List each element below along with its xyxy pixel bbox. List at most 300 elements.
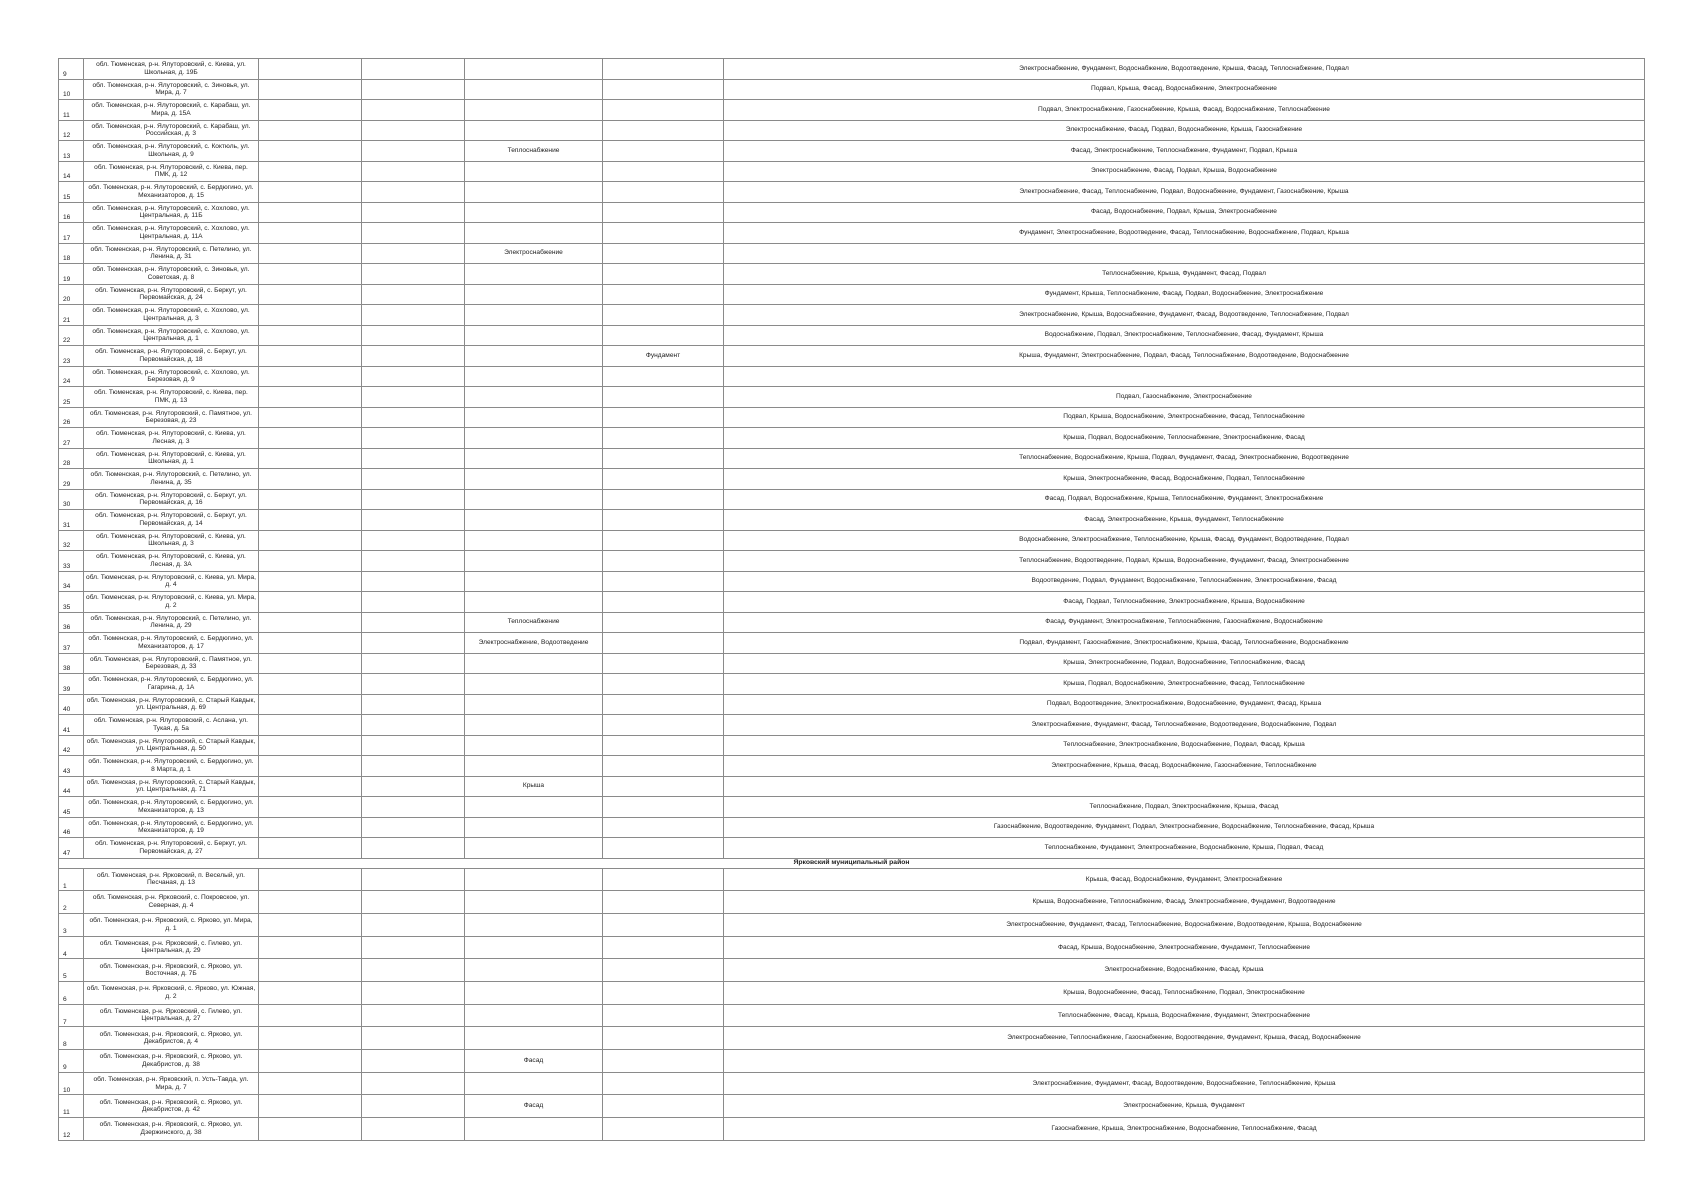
- row-number: 33: [59, 551, 84, 572]
- work-type-cell: [465, 797, 603, 818]
- works-list-cell: Электроснабжение, Водоснабжение, Фасад, Крыша: [724, 959, 1645, 982]
- empty-cell: [362, 469, 465, 490]
- table-row: [59, 838, 1645, 859]
- work-type-cell: [465, 120, 603, 141]
- empty-cell: [362, 141, 465, 162]
- address-cell: обл. Тюменская, р-н. Ялуторовский, с. Петелино, ул. Ленина, д. 29: [84, 612, 259, 633]
- work-type-cell: [603, 756, 724, 777]
- work-type-cell: [603, 653, 724, 674]
- empty-cell: [362, 79, 465, 100]
- row-number: 18: [59, 243, 84, 264]
- works-list-cell: Теплоснабжение, Электроснабжение, Водоснабжение, Подвал, Фасад, Крыша: [724, 735, 1645, 756]
- empty-cell: [259, 936, 362, 959]
- address-cell: обл. Тюменская, р-н. Ярковский, с. Ярково, ул. Южная, д. 2: [84, 981, 259, 1004]
- empty-cell: [362, 936, 465, 959]
- work-type-cell: [465, 1004, 603, 1027]
- empty-cell: [362, 592, 465, 613]
- works-list-cell: Фасад, Подвал, Водоснабжение, Крыша, Теплоснабжение, Фундамент, Электроснабжение: [724, 489, 1645, 510]
- empty-cell: [259, 715, 362, 736]
- work-type-cell: [603, 551, 724, 572]
- work-type-cell: [465, 1072, 603, 1095]
- address-cell: обл. Тюменская, р-н. Ярковский, п. Веселый, ул. Песчаная, д. 13: [84, 868, 259, 891]
- empty-cell: [259, 868, 362, 891]
- work-type-cell: [465, 571, 603, 592]
- table-row: [59, 694, 1645, 715]
- work-type-cell: [465, 674, 603, 695]
- works-list-cell: Электроснабжение, Фундамент, Фасад, Теплоснабжение, Водоотведение, Водоснабжение, Подвал: [724, 715, 1645, 736]
- table-row: [59, 1095, 1645, 1118]
- works-list-cell: [724, 366, 1645, 387]
- works-list-cell: Крыша, Фундамент, Электроснабжение, Подвал, Фасад, Теплоснабжение, Водоотведение, Водоснабжение: [724, 346, 1645, 367]
- empty-cell: [259, 264, 362, 285]
- works-list-cell: Электроснабжение, Фасад, Подвал, Водоснабжение, Крыша, Газоснабжение: [724, 120, 1645, 141]
- address-cell: обл. Тюменская, р-н. Ялуторовский, с. Хохлово, ул. Центральная, д. 1: [84, 325, 259, 346]
- empty-cell: [362, 838, 465, 859]
- address-cell: обл. Тюменская, р-н. Ялуторовский, с. Беркут, ул. Первомайская, д. 18: [84, 346, 259, 367]
- row-number: 9: [59, 59, 84, 80]
- empty-cell: [259, 817, 362, 838]
- works-table: [58, 58, 1645, 1141]
- work-type-cell: [603, 100, 724, 121]
- work-type-cell: [603, 79, 724, 100]
- work-type-cell: [603, 868, 724, 891]
- row-number: 10: [59, 79, 84, 100]
- empty-cell: [362, 223, 465, 244]
- row-number: 2: [59, 891, 84, 914]
- address-cell: обл. Тюменская, р-н. Ялуторовский, с. Зиновья, ул. Советская, д. 8: [84, 264, 259, 285]
- table-row: [59, 674, 1645, 695]
- works-list-cell: Водоснабжение, Электроснабжение, Теплоснабжение, Крыша, Фасад, Фундамент, Водоотведение, Подвал: [724, 530, 1645, 551]
- work-type-cell: [603, 243, 724, 264]
- row-number: 40: [59, 694, 84, 715]
- row-number: 27: [59, 428, 84, 449]
- work-type-cell: [465, 1027, 603, 1050]
- table-row: [59, 325, 1645, 346]
- work-type-cell: [603, 120, 724, 141]
- works-list-cell: Электроснабжение, Фундамент, Фасад, Водоотведение, Водоснабжение, Теплоснабжение, Крыша: [724, 1072, 1645, 1095]
- address-cell: обл. Тюменская, р-н. Ялуторовский, с. Памятное, ул. Березовая, д. 23: [84, 407, 259, 428]
- work-type-cell: [603, 428, 724, 449]
- address-cell: обл. Тюменская, р-н. Ялуторовский, с. Киева, ул. Школьная, д. 1: [84, 448, 259, 469]
- row-number: 46: [59, 817, 84, 838]
- table-row: [59, 366, 1645, 387]
- work-type-cell: [465, 182, 603, 203]
- empty-cell: [362, 1095, 465, 1118]
- works-list-cell: Крыша, Водоснабжение, Теплоснабжение, Фасад, Электроснабжение, Фундамент, Водоотведение: [724, 891, 1645, 914]
- work-type-cell: [603, 612, 724, 633]
- address-cell: обл. Тюменская, р-н. Ялуторовский, с. Памятное, ул. Березовая, д. 33: [84, 653, 259, 674]
- table-row: [59, 981, 1645, 1004]
- work-type-cell: [603, 633, 724, 654]
- empty-cell: [259, 1050, 362, 1073]
- table-row: [59, 489, 1645, 510]
- works-list-cell: Газоснабжение, Крыша, Электроснабжение, Водоснабжение, Теплоснабжение, Фасад: [724, 1118, 1645, 1141]
- address-cell: обл. Тюменская, р-н. Ярковский, с. Ярково, ул. Восточная, д. 7Б: [84, 959, 259, 982]
- works-list-cell: Фундамент, Крыша, Теплоснабжение, Фасад, Подвал, Водоснабжение, Электроснабжение: [724, 284, 1645, 305]
- row-number: 3: [59, 913, 84, 936]
- empty-cell: [362, 120, 465, 141]
- work-type-cell: [465, 161, 603, 182]
- address-cell: обл. Тюменская, р-н. Ярковский, с. Покровское, ул. Северная, д. 4: [84, 891, 259, 914]
- address-cell: обл. Тюменская, р-н. Ярковский, п. Усть-Тавда, ул. Мира, д. 7: [84, 1072, 259, 1095]
- row-number: 12: [59, 120, 84, 141]
- empty-cell: [259, 981, 362, 1004]
- works-list-cell: Крыша, Подвал, Водоснабжение, Электроснабжение, Фасад, Теплоснабжение: [724, 674, 1645, 695]
- table-row: [59, 1050, 1645, 1073]
- work-type-cell: [603, 407, 724, 428]
- work-type-cell: [603, 891, 724, 914]
- empty-cell: [362, 868, 465, 891]
- row-number: 44: [59, 776, 84, 797]
- works-list-cell: Теплоснабжение, Фасад, Крыша, Водоснабжение, Фундамент, Электроснабжение: [724, 1004, 1645, 1027]
- work-type-cell: [603, 571, 724, 592]
- row-number: 19: [59, 264, 84, 285]
- work-type-cell: [603, 981, 724, 1004]
- work-type-cell: [465, 913, 603, 936]
- empty-cell: [259, 510, 362, 531]
- work-type-cell: [603, 592, 724, 613]
- address-cell: обл. Тюменская, р-н. Ялуторовский, с. Петелино, ул. Ленина, д. 31: [84, 243, 259, 264]
- work-type-cell: [603, 936, 724, 959]
- works-list-cell: Подвал, Крыша, Водоснабжение, Электроснабжение, Фасад, Теплоснабжение: [724, 407, 1645, 428]
- row-number: 23: [59, 346, 84, 367]
- works-list-cell: Теплоснабжение, Крыша, Фундамент, Фасад, Подвал: [724, 264, 1645, 285]
- empty-cell: [259, 891, 362, 914]
- table-row: [59, 141, 1645, 162]
- works-list-cell: Электроснабжение, Крыша, Фасад, Водоснабжение, Газоснабжение, Теплоснабжение: [724, 756, 1645, 777]
- works-list-cell: [724, 1050, 1645, 1073]
- row-number: 15: [59, 182, 84, 203]
- address-cell: обл. Тюменская, р-н. Ялуторовский, с. Коктюль, ул. Школьная, д. 9: [84, 141, 259, 162]
- empty-cell: [362, 891, 465, 914]
- empty-cell: [259, 469, 362, 490]
- work-type-cell: [603, 59, 724, 80]
- work-type-cell: [465, 510, 603, 531]
- table-row: [59, 530, 1645, 551]
- work-type-cell: [603, 776, 724, 797]
- works-list-cell: Газоснабжение, Водоотведение, Фундамент, Подвал, Электроснабжение, Водоснабжение, Теплоснабжение, Фасад, Крыша: [724, 817, 1645, 838]
- row-number: 29: [59, 469, 84, 490]
- address-cell: обл. Тюменская, р-н. Ялуторовский, с. Карабаш, ул. Российская, д. 3: [84, 120, 259, 141]
- table-row: [59, 448, 1645, 469]
- work-type-cell: [603, 913, 724, 936]
- empty-cell: [259, 838, 362, 859]
- row-number: 20: [59, 284, 84, 305]
- table-row: [59, 305, 1645, 326]
- address-cell: обл. Тюменская, р-н. Ялуторовский, с. Киева, ул. Школьная, д. 19Б: [84, 59, 259, 80]
- work-type-cell: [465, 715, 603, 736]
- works-list-cell: Фундамент, Электроснабжение, Водоотведение, Фасад, Теплоснабжение, Водоснабжение, Подвал, Крыша: [724, 223, 1645, 244]
- work-type-cell: [603, 489, 724, 510]
- work-type-cell: [603, 1027, 724, 1050]
- row-number: 35: [59, 592, 84, 613]
- row-number: 43: [59, 756, 84, 777]
- table-row: [59, 428, 1645, 449]
- work-type-cell: [465, 469, 603, 490]
- work-type-cell: [603, 182, 724, 203]
- table-row: [59, 715, 1645, 736]
- empty-cell: [259, 120, 362, 141]
- table-row: [59, 243, 1645, 264]
- empty-cell: [259, 59, 362, 80]
- address-cell: обл. Тюменская, р-н. Ялуторовский, с. Старый Кавдык, ул. Центральная, д. 71: [84, 776, 259, 797]
- work-type-cell: [603, 264, 724, 285]
- works-list-cell: Фасад, Крыша, Водоснабжение, Электроснабжение, Фундамент, Теплоснабжение: [724, 936, 1645, 959]
- address-cell: обл. Тюменская, р-н. Ялуторовский, с. Бердюгино, ул. Механизаторов, д. 17: [84, 633, 259, 654]
- works-list-cell: Крыша, Электроснабжение, Фасад, Водоснабжение, Подвал, Теплоснабжение: [724, 469, 1645, 490]
- row-number: 24: [59, 366, 84, 387]
- row-number: 6: [59, 981, 84, 1004]
- empty-cell: [362, 756, 465, 777]
- row-number: 28: [59, 448, 84, 469]
- address-cell: обл. Тюменская, р-н. Ялуторовский, с. Беркут, ул. Первомайская, д. 27: [84, 838, 259, 859]
- empty-cell: [362, 981, 465, 1004]
- row-number: 8: [59, 1027, 84, 1050]
- row-number: 12: [59, 1118, 84, 1141]
- table-row: [59, 735, 1645, 756]
- row-number: 41: [59, 715, 84, 736]
- table-row: [59, 776, 1645, 797]
- works-list-cell: Крыша, Электроснабжение, Подвал, Водоснабжение, Теплоснабжение, Фасад: [724, 653, 1645, 674]
- empty-cell: [362, 182, 465, 203]
- empty-cell: [362, 284, 465, 305]
- work-type-cell: [603, 510, 724, 531]
- work-type-cell: Теплоснабжение: [465, 612, 603, 633]
- table-row: [59, 959, 1645, 982]
- table-body: [59, 59, 1645, 1141]
- empty-cell: [362, 1050, 465, 1073]
- empty-cell: [362, 715, 465, 736]
- empty-cell: [362, 571, 465, 592]
- row-number: 37: [59, 633, 84, 654]
- empty-cell: [259, 776, 362, 797]
- empty-cell: [362, 428, 465, 449]
- empty-cell: [259, 79, 362, 100]
- work-type-cell: Крыша: [465, 776, 603, 797]
- work-type-cell: [603, 387, 724, 408]
- table-row: [59, 223, 1645, 244]
- empty-cell: [362, 510, 465, 531]
- works-list-cell: Электроснабжение, Фундамент, Водоснабжение, Водоотведение, Крыша, Фасад, Теплоснабжение, Подвал: [724, 59, 1645, 80]
- empty-cell: [362, 797, 465, 818]
- work-type-cell: [603, 797, 724, 818]
- address-cell: обл. Тюменская, р-н. Ялуторовский, с. Старый Кавдык, ул. Центральная, д. 50: [84, 735, 259, 756]
- empty-cell: [362, 161, 465, 182]
- empty-cell: [362, 264, 465, 285]
- row-number: 4: [59, 936, 84, 959]
- works-list-cell: Водоотведение, Подвал, Фундамент, Водоснабжение, Теплоснабжение, Электроснабжение, Фасад: [724, 571, 1645, 592]
- work-type-cell: [465, 284, 603, 305]
- works-list-cell: Подвал, Электроснабжение, Газоснабжение, Крыша, Фасад, Водоснабжение, Теплоснабжение: [724, 100, 1645, 121]
- table-row: [59, 202, 1645, 223]
- works-list-cell: Подвал, Крыша, Фасад, Водоснабжение, Электроснабжение: [724, 79, 1645, 100]
- address-cell: обл. Тюменская, р-н. Ярковский, с. Ярково, ул. Декабристов, д. 38: [84, 1050, 259, 1073]
- table-row: [59, 264, 1645, 285]
- row-number: 47: [59, 838, 84, 859]
- row-number: 42: [59, 735, 84, 756]
- table-row: [59, 571, 1645, 592]
- empty-cell: [362, 59, 465, 80]
- address-cell: обл. Тюменская, р-н. Ялуторовский, с. Беркут, ул. Первомайская, д. 16: [84, 489, 259, 510]
- work-type-cell: [465, 407, 603, 428]
- empty-cell: [259, 913, 362, 936]
- table-row: [59, 1027, 1645, 1050]
- works-list-cell: [724, 776, 1645, 797]
- row-number: 36: [59, 612, 84, 633]
- table-row: [59, 1004, 1645, 1027]
- works-list-cell: Подвал, Водоотведение, Электроснабжение, Водоснабжение, Фундамент, Фасад, Крыша: [724, 694, 1645, 715]
- empty-cell: [362, 694, 465, 715]
- work-type-cell: [465, 959, 603, 982]
- empty-cell: [259, 366, 362, 387]
- address-cell: обл. Тюменская, р-н. Ялуторовский, с. Киева, пер. ПМК, д. 12: [84, 161, 259, 182]
- table-row: [59, 510, 1645, 531]
- works-list-cell: Фасад, Электроснабжение, Теплоснабжение, Фундамент, Подвал, Крыша: [724, 141, 1645, 162]
- empty-cell: [259, 674, 362, 695]
- work-type-cell: [465, 756, 603, 777]
- address-cell: обл. Тюменская, р-н. Ялуторовский, с. Киева, пер. ПМК, д. 13: [84, 387, 259, 408]
- table-row: [59, 407, 1645, 428]
- empty-cell: [259, 448, 362, 469]
- works-list-cell: Электроснабжение, Фасад, Теплоснабжение, Подвал, Водоснабжение, Фундамент, Газоснабжение, Крыша: [724, 182, 1645, 203]
- empty-cell: [259, 1095, 362, 1118]
- address-cell: обл. Тюменская, р-н. Ялуторовский, с. Киева, ул. Школьная, д. 3: [84, 530, 259, 551]
- work-type-cell: [465, 817, 603, 838]
- work-type-cell: [603, 959, 724, 982]
- row-number: 13: [59, 141, 84, 162]
- address-cell: обл. Тюменская, р-н. Ялуторовский, с. Киева, ул. Мира, д. 4: [84, 571, 259, 592]
- work-type-cell: [465, 936, 603, 959]
- address-cell: обл. Тюменская, р-н. Ярковский, с. Гилево, ул. Центральная, д. 27: [84, 1004, 259, 1027]
- empty-cell: [259, 1118, 362, 1141]
- address-cell: обл. Тюменская, р-н. Ярковский, с. Ярково, ул. Мира, д. 1: [84, 913, 259, 936]
- work-type-cell: [603, 1072, 724, 1095]
- work-type-cell: [465, 694, 603, 715]
- work-type-cell: [465, 325, 603, 346]
- work-type-cell: [465, 592, 603, 613]
- empty-cell: [259, 612, 362, 633]
- row-number: 26: [59, 407, 84, 428]
- work-type-cell: [465, 530, 603, 551]
- row-number: 11: [59, 1095, 84, 1118]
- empty-cell: [259, 571, 362, 592]
- table-row: [59, 551, 1645, 572]
- works-list-cell: [724, 243, 1645, 264]
- work-type-cell: [465, 202, 603, 223]
- works-list-cell: Подвал, Фундамент, Газоснабжение, Электроснабжение, Крыша, Фасад, Теплоснабжение, Водоснабжение: [724, 633, 1645, 654]
- works-list-cell: Крыша, Водоснабжение, Фасад, Теплоснабжение, Подвал, Электроснабжение: [724, 981, 1645, 1004]
- empty-cell: [362, 913, 465, 936]
- table-row: [59, 161, 1645, 182]
- works-list-cell: Крыша, Подвал, Водоснабжение, Теплоснабжение, Электроснабжение, Фасад: [724, 428, 1645, 449]
- row-number: 17: [59, 223, 84, 244]
- address-cell: обл. Тюменская, р-н. Ялуторовский, с. Старый Кавдык, ул. Центральная, д. 69: [84, 694, 259, 715]
- address-cell: обл. Тюменская, р-н. Ялуторовский, с. Бердюгино, ул. Механизаторов, д. 15: [84, 182, 259, 203]
- empty-cell: [362, 1072, 465, 1095]
- works-list-cell: Фасад, Водоснабжение, Подвал, Крыша, Электроснабжение: [724, 202, 1645, 223]
- empty-cell: [362, 633, 465, 654]
- row-number: 16: [59, 202, 84, 223]
- address-cell: обл. Тюменская, р-н. Ялуторовский, с. Хохлово, ул. Центральная, д. 11Б: [84, 202, 259, 223]
- row-number: 22: [59, 325, 84, 346]
- empty-cell: [259, 161, 362, 182]
- address-cell: обл. Тюменская, р-н. Ялуторовский, с. Хохлово, ул. Центральная, д. 11А: [84, 223, 259, 244]
- works-list-cell: Электроснабжение, Крыша, Фундамент: [724, 1095, 1645, 1118]
- empty-cell: [362, 387, 465, 408]
- address-cell: обл. Тюменская, р-н. Ялуторовский, с. Петелино, ул. Ленина, д. 35: [84, 469, 259, 490]
- works-list-cell: Подвал, Газоснабжение, Электроснабжение: [724, 387, 1645, 408]
- work-type-cell: [465, 838, 603, 859]
- empty-cell: [259, 592, 362, 613]
- address-cell: обл. Тюменская, р-н. Ялуторовский, с. Аслана, ул. Тукая, д. 5а: [84, 715, 259, 736]
- empty-cell: [259, 407, 362, 428]
- empty-cell: [362, 202, 465, 223]
- table-row: [59, 79, 1645, 100]
- empty-cell: [362, 100, 465, 121]
- work-type-cell: [465, 1118, 603, 1141]
- work-type-cell: [603, 735, 724, 756]
- row-number: 39: [59, 674, 84, 695]
- work-type-cell: [465, 428, 603, 449]
- empty-cell: [259, 1004, 362, 1027]
- empty-cell: [362, 448, 465, 469]
- works-list-cell: Электроснабжение, Фундамент, Фасад, Теплоснабжение, Водоснабжение, Водоотведение, Крыша, Водоснабжение: [724, 913, 1645, 936]
- row-number: 30: [59, 489, 84, 510]
- address-cell: обл. Тюменская, р-н. Ялуторовский, с. Киева, ул. Лесная, д. 3: [84, 428, 259, 449]
- empty-cell: [362, 325, 465, 346]
- table-row: [59, 633, 1645, 654]
- empty-cell: [259, 305, 362, 326]
- empty-cell: [362, 243, 465, 264]
- empty-cell: [362, 612, 465, 633]
- empty-cell: [259, 284, 362, 305]
- empty-cell: [259, 182, 362, 203]
- empty-cell: [259, 243, 362, 264]
- table-row: [59, 891, 1645, 914]
- works-list-cell: Теплоснабжение, Фундамент, Электроснабжение, Водоснабжение, Крыша, Подвал, Фасад: [724, 838, 1645, 859]
- empty-cell: [259, 346, 362, 367]
- address-cell: обл. Тюменская, р-н. Ялуторовский, с. Хохлово, ул. Березовая, д. 9: [84, 366, 259, 387]
- table-row: [59, 913, 1645, 936]
- empty-cell: [259, 1027, 362, 1050]
- work-type-cell: [603, 715, 724, 736]
- address-cell: обл. Тюменская, р-н. Ялуторовский, с. Беркут, ул. Первомайская, д. 24: [84, 284, 259, 305]
- table-row: [59, 612, 1645, 633]
- address-cell: обл. Тюменская, р-н. Ялуторовский, с. Беркут, ул. Первомайская, д. 14: [84, 510, 259, 531]
- work-type-cell: [603, 817, 724, 838]
- works-list-cell: Теплоснабжение, Водоснабжение, Крыша, Подвал, Фундамент, Фасад, Электроснабжение, Водоотведение: [724, 448, 1645, 469]
- works-list-cell: Фасад, Фундамент, Электроснабжение, Теплоснабжение, Газоснабжение, Водоснабжение: [724, 612, 1645, 633]
- empty-cell: [259, 428, 362, 449]
- empty-cell: [362, 530, 465, 551]
- empty-cell: [259, 387, 362, 408]
- address-cell: обл. Тюменская, р-н. Ялуторовский, с. Бердюгино, ул. Механизаторов, д. 13: [84, 797, 259, 818]
- works-list-cell: Крыша, Фасад, Водоснабжение, Фундамент, Электроснабжение: [724, 868, 1645, 891]
- address-cell: обл. Тюменская, р-н. Ялуторовский, с. Бердюгино, ул. Механизаторов, д. 19: [84, 817, 259, 838]
- work-type-cell: [603, 448, 724, 469]
- work-type-cell: [603, 469, 724, 490]
- table-row: [59, 817, 1645, 838]
- address-cell: обл. Тюменская, р-н. Ялуторовский, с. Киева, ул. Мира, д. 2: [84, 592, 259, 613]
- work-type-cell: [465, 981, 603, 1004]
- empty-cell: [259, 489, 362, 510]
- work-type-cell: [603, 1118, 724, 1141]
- work-type-cell: [465, 551, 603, 572]
- work-type-cell: Электроснабжение: [465, 243, 603, 264]
- work-type-cell: [603, 838, 724, 859]
- empty-cell: [362, 674, 465, 695]
- work-type-cell: [603, 694, 724, 715]
